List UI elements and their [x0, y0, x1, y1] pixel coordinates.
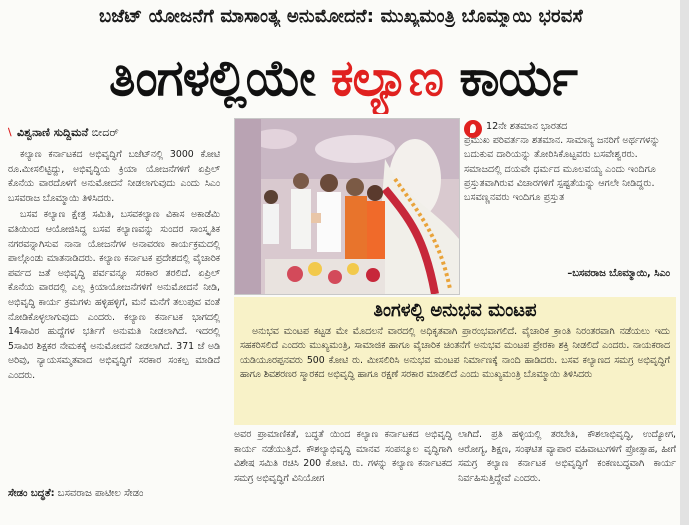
- headline: [28, 42, 658, 114]
- headline-part-1: ತಿಂಗಳಲ್ಲಿಯೇ: [109, 49, 332, 107]
- headline-part-2: ಕಲ್ಯಾಣ: [331, 49, 443, 107]
- subsection-heading: [8, 488, 220, 504]
- anubhava-mantapa-box: [234, 297, 676, 425]
- headline-part-3: ಕಾರ್ಯ: [442, 49, 577, 107]
- article-column-1: [8, 148, 220, 386]
- quote-first-line: 12ನೇ ಶತಮಾನ ಭಾರತದ: [486, 121, 568, 132]
- news-photo-icon: [235, 119, 459, 294]
- byline-place: ಬೀದರ್: [91, 126, 119, 139]
- anubhava-text: ಅನುಭವ ಮಂಟಪ ಕಟ್ಟಡ ಮೇ ಮೊದಲನೆ ವಾರದಲ್ಲಿ ಅಧಿಕೃತವಾಗಿ ಪ್ರಾರಂಭವಾಗಲಿದೆ. ವೈಚಾರಿಕ ಕ್ರಾಂತಿ ನಿರಂತರವಾಗಿ ನಡೆಯಲು ಇದು ಸಹಕರಿಸಲಿದೆ ಎಂದರು ಮುಖ್ಯಮಂತ್ರಿ, ಸಾಮಾಜಿಕ ಹಾಗೂ ವೈಚಾರಿಕ ಚಿಂತನೆಗೆ ಅನುಭವ ಮಂಟಪ ಪ್ರೇರಕಾ ಶಕ್ತಿ ನೀಡಲಿದೆ ಎಂದರು. ನಾಯಕರಾದ ಯಡಿಯೂರಪ್ಪನವರು 500 ಕೋಟಿ ರು. ಮೀಸಲಿರಿಸಿ ಅನುಭವ ಮಂಟಪ ನಿರ್ಮಾಣಕ್ಕೆ ನಾಂದಿ ಹಾಡಿದರು. ಬಸವ ಕಲ್ಯಾಣದ ಸಮಗ್ರ ಅಭಿವೃದ್ಧಿಗೆ ಹಾಗೂ ಶಿವಶರಣರ ಸ್ಮಾರಕದ ಅಭಿವೃದ್ಧಿ ಹಾಗೂ ರಕ್ಷಣೆ ಸರಕಾರ ಮಾಡಲಿದೆ ಎಂದು ಮುಖ್ಯಮಂತ್ರಿ ಬೊಮ್ಮಾಯಿ ತಿಳಿಸಿದರು: [240, 326, 670, 381]
- byline: [8, 126, 228, 142]
- article-paragraph: ಬಸವ ಕಲ್ಯಾಣ ಕ್ಷೇತ್ರ ಸಮಿತಿ, ಬಸವಕಲ್ಯಾಣ ವಿಕಾಸ ಅಕಾಡೆಮಿ ವತಿಯಿಂದ ಆಯೋಜಿಸಿದ್ದ ಬಸವ ಕಲ್ಯಾಣವನ್ನು ಸುಂದರ ಸಾಂಸ್ಕೃತಿಕ ನಗರವನ್ನಾಗಿಸುವ ನಾನಾ ಯೋಜನೆಗಳ ಅನಾವರಣ ಕಾರ್ಯಕ್ರಮದಲ್ಲಿ ಪಾಲ್ಗೊಂಡು ಮಾತನಾಡಿದರು. ಕಲ್ಯಾಣ ಕರ್ನಾಟಕ ಪ್ರದೇಶದಲ್ಲಿ ವೈಚಾರಿಕ ಪರ್ವದ ಜತೆ ಅಭಿವೃದ್ಧಿ ಪರ್ವವನ್ನೂ ಸರಕಾರ ತರಲಿದೆ. ಏಪ್ರಿಲ್ ಕೊನೆಯ ವಾರದಲ್ಲಿ ಎಲ್ಲ ಕ್ರಿಯಾಯೋಜನೆಗಳಿಗೆ ಅನುಮೋದನೆ ನೀಡಿ, ಅಭಿವೃದ್ಧಿ ಕಾರ್ಯ ಕ್ರಮಗಳು ಹಳ್ಳಿಹಳ್ಳಿಗೆ, ಮನೆ ಮನೆಗೆ ತಲುಪುವ ವಂತೆ ನೋಡಿಕೊಳ್ಳಲಾಗುವುದು ಎಂದರು. ಕಲ್ಯಾಣ ಕರ್ನಾಟಕ ಭಾಗದಲ್ಲಿ 14ಸಾವಿರ ಹುದ್ದೆಗಳ ಭರ್ತಿಗೆ ಅನುಮತಿ ನೀಡಲಾಗಿದೆ. ಇದರಲ್ಲಿ 5ಸಾವಿರ ಶಿಕ್ಷಕರ ನೇಮಕಕ್ಕೆ ಅನುಮೋದನೆ ನೀಡಲಾಗಿದೆ. 371 ಜೆ ಅಡಿ ಅರಿವು, ನ್ಯಾಯಸಮ್ಮತವಾದ ಅಭಿವೃದ್ಧಿಗೆ ಸರಕಾರ ಸಂಕಲ್ಪ ಮಾಡಿದೆ ಎಂದರು.: [8, 209, 220, 381]
- subsection-label: ಸೇಡಂ ಬದ್ಧತೆ:: [8, 488, 55, 499]
- article-column-3: [458, 428, 676, 486]
- article-paragraph: ಅವರ ಪ್ರಾಮಾಣಿಕತೆ, ಬದ್ಧತೆ ಯಿಂದ ಕಲ್ಯಾಣ ಕರ್ನಾಟಕದ ಅಭಿವೃದ್ಧಿ ಕಾರ್ಯ ನಡೆಯುತ್ತಿದೆ. ಕೌಶಲ್ಯಾಭಿವೃದ್ಧಿ ಮಾನವ ಸಂಪನ್ಮೂಲ ವೃದ್ಧಿಗಾಗಿ ವಿಶೇಷ ಸಮಿತಿ ರಚಿಸಿ 200 ಕೋಟಿ. ರು. ಗಳನ್ನು ಕಲ್ಯಾಣ ಕರ್ನಾಟಕದ ಸಮಗ್ರ ಅಭಿವೃದ್ಧಿಗೆ ವಿನಿಯೋಗ: [234, 429, 452, 484]
- news-photo: [234, 118, 460, 295]
- subheadline: ಬಜೆಟ್ ಯೋಜನೆಗೆ ಮಾಸಾಂತ್ಯ ಅನುಮೋದನೆ: ಮುಖ್ಯಮಂತ್ರಿ ಬೊಮ್ಮಾಯಿ ಭರವಸೆ: [99, 6, 583, 27]
- byline-author: ವಿಶ್ವನಾಣಿ ಸುದ್ದಿಮನೆ: [16, 126, 89, 139]
- quote-signature: –ಬಸವರಾಜ ಬೊಮ್ಮಾಯಿ, ಸಿಎಂ: [567, 268, 670, 279]
- article-paragraph: ಲಾಗಿದೆ. ಪ್ರತಿ ಹಳ್ಳಿಯಲ್ಲಿ ತರಬೇತಿ, ಕೌಶಲಾಭಿವೃದ್ಧಿ, ಉದ್ಯೋಗ, ಆರೋಗ್ಯ, ಶಿಕ್ಷಣ, ಸಂಘಟಿತ ವ್ಯಾಪಾರ ವಹಿವಾಟುಗಳಿಗೆ ಪ್ರೋತ್ಸಾಹ, ಹೀಗೆ ಸಮಗ್ರ ಕಲ್ಯಾಣ ಕರ್ನಾಟಕ ಅಭಿವೃದ್ಧಿಗೆ ಕಂಕಣಬದ್ಧವಾಗಿ ಕಾರ್ಯ ನಿರ್ವಹಿಸುತ್ತಿದ್ದೇವೆ ಎಂದರು.: [458, 429, 676, 484]
- anubhava-title: ತಿಂಗಳಲ್ಲಿ ಅನುಭವ ಮಂಟಪ: [373, 300, 537, 321]
- subsection-text: ಬಸವರಾಜ ಪಾಟೀಲ ಸೇಡಂ: [54, 488, 144, 499]
- quote-text: [464, 120, 670, 205]
- quote-box: [462, 118, 674, 294]
- quote-body: ಪ್ರಮುಖ ಪರಿವರ್ತನಾ ಶತಮಾನ. ಸಾಮಾನ್ಯ ಜನರಿಗೆ ಅರ್ಥಗಳನ್ನು ಬದುಕುವ ದಾರಿಯನ್ನು ತೋರಿಸಿಕೊಟ್ಟವರು ಬಸವೇಶ್ವರರು. ಸಮಾಜದಲ್ಲಿ ದಯವೇ ಧರ್ಮದ ಮೂಲವಯ್ಯ ಎಂದು ಇಂದಿಗೂ ಪ್ರಸ್ತುತವಾಗಿರುವ ವಿಚಾರಗಳಿಗೆ ಸ್ಪಷ್ಟತೆಯನ್ನು ಆಗಲೇ ನೀಡಿದ್ದರು. ಬಸವಣ್ಣನವರು ಇಂದಿಗೂ ಪ್ರಸ್ತುತ: [464, 135, 661, 204]
- page-gutter: [680, 0, 689, 525]
- article-column-2: [234, 428, 452, 486]
- article-paragraph: ಕಲ್ಯಾಣ ಕರ್ನಾಟಕದ ಅಭಿವೃದ್ಧಿಗೆ ಬಜೆಟ್‌ನಲ್ಲಿ 3000 ಕೋಟಿ ರೂ.ಮೀಸಲಿಟ್ಟಿದ್ದು, ಅಭಿವೃದ್ಧಿಯ ಕ್ರಿಯಾ ಯೋಜನೆಗಳಿಗೆ ಏಪ್ರಿಲ್ ಕೊನೆಯ ವಾರದೊಳಗೆ ಅನುಮೋದನೆ ನೀಡಲಾಗುವುದು ಎಂದು ಸಿಎಂ ಬಸವರಾಜ ಬೊಮ್ಮಾಯಿ ತಿಳಿಸಿದರು.: [8, 149, 220, 204]
- rss-icon: ⧵: [8, 126, 12, 139]
